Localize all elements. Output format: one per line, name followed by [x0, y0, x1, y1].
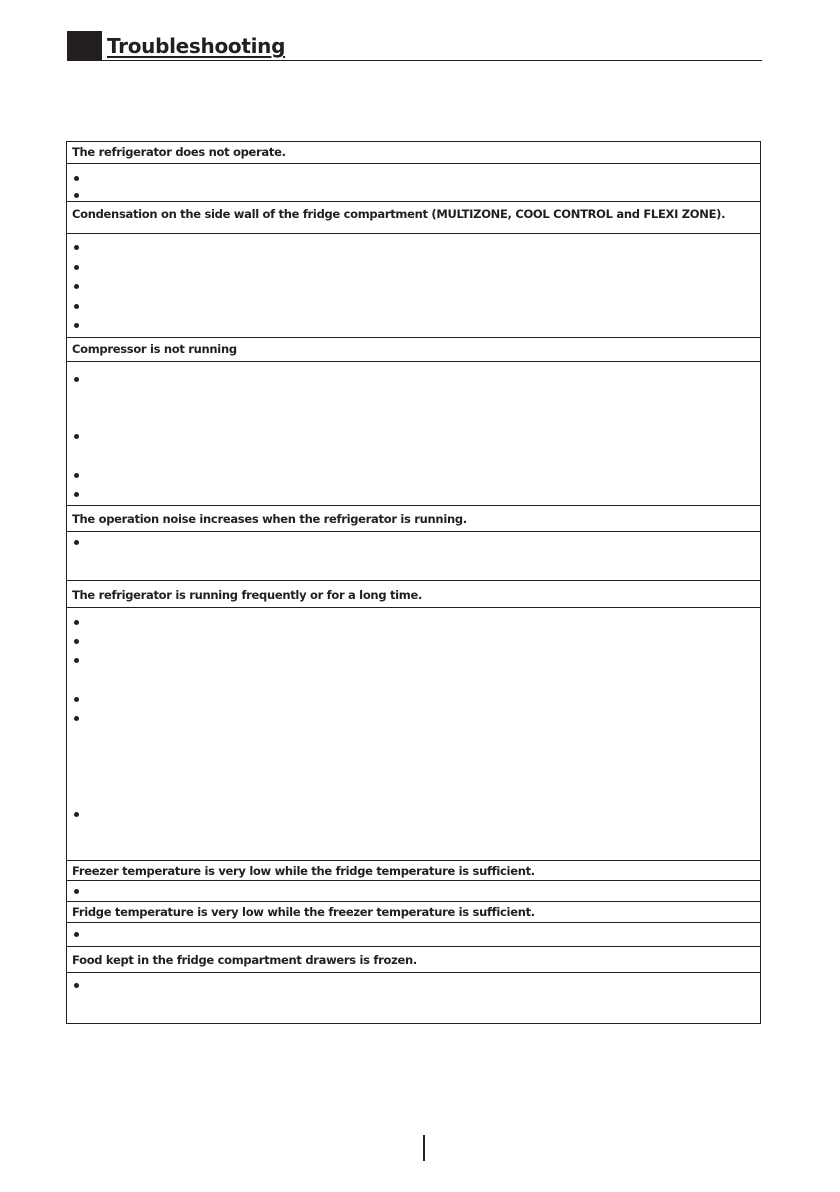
bullet-icon	[74, 193, 79, 198]
section-body	[67, 362, 760, 506]
header-rule	[102, 60, 762, 62]
bullet-icon	[74, 284, 79, 289]
section-body	[67, 608, 760, 861]
section-body	[67, 532, 760, 581]
section-title: Fridge temperature is very low while the freezer temperature is sufficient.	[67, 902, 760, 923]
bullet-icon	[74, 620, 79, 625]
bullet-icon	[74, 540, 79, 545]
page-header	[67, 31, 762, 61]
bullet-icon	[74, 492, 79, 497]
bullet-icon	[74, 473, 79, 478]
section-title: Freezer temperature is very low while the fridge temperature is sufficient.	[67, 861, 760, 881]
section-body	[67, 164, 760, 202]
section-title: Compressor is not running	[67, 338, 760, 362]
section-body	[67, 234, 760, 338]
page-number-divider	[423, 1135, 425, 1161]
bullet-icon	[74, 716, 79, 721]
section-title: Condensation on the side wall of the fridge compartment (MULTIZONE, COOL CONTROL and FLEXI ZONE).	[67, 202, 760, 234]
troubleshooting-table	[66, 141, 761, 1024]
section-title: The operation noise increases when the refrigerator is running.	[67, 506, 760, 532]
section-body	[67, 923, 760, 947]
bullet-icon	[74, 304, 79, 309]
section-body	[67, 973, 760, 1023]
bullet-icon	[74, 245, 79, 250]
bullet-icon	[74, 697, 79, 702]
section-title: The refrigerator does not operate.	[67, 142, 760, 164]
bullet-icon	[74, 812, 79, 817]
bullet-icon	[74, 983, 79, 988]
bullet-icon	[74, 932, 79, 937]
bullet-icon	[74, 323, 79, 328]
bullet-icon	[74, 434, 79, 439]
bullet-icon	[74, 658, 79, 663]
bullet-icon	[74, 265, 79, 270]
bullet-icon	[74, 176, 79, 181]
section-title: Food kept in the fridge compartment drawers is frozen.	[67, 947, 760, 973]
section-title: The refrigerator is running frequently or for a long time.	[67, 581, 760, 608]
section-body	[67, 881, 760, 902]
page-title: Troubleshooting	[107, 34, 286, 58]
header-block	[67, 31, 102, 61]
bullet-icon	[74, 639, 79, 644]
bullet-icon	[74, 377, 79, 382]
bullet-icon	[74, 889, 79, 894]
